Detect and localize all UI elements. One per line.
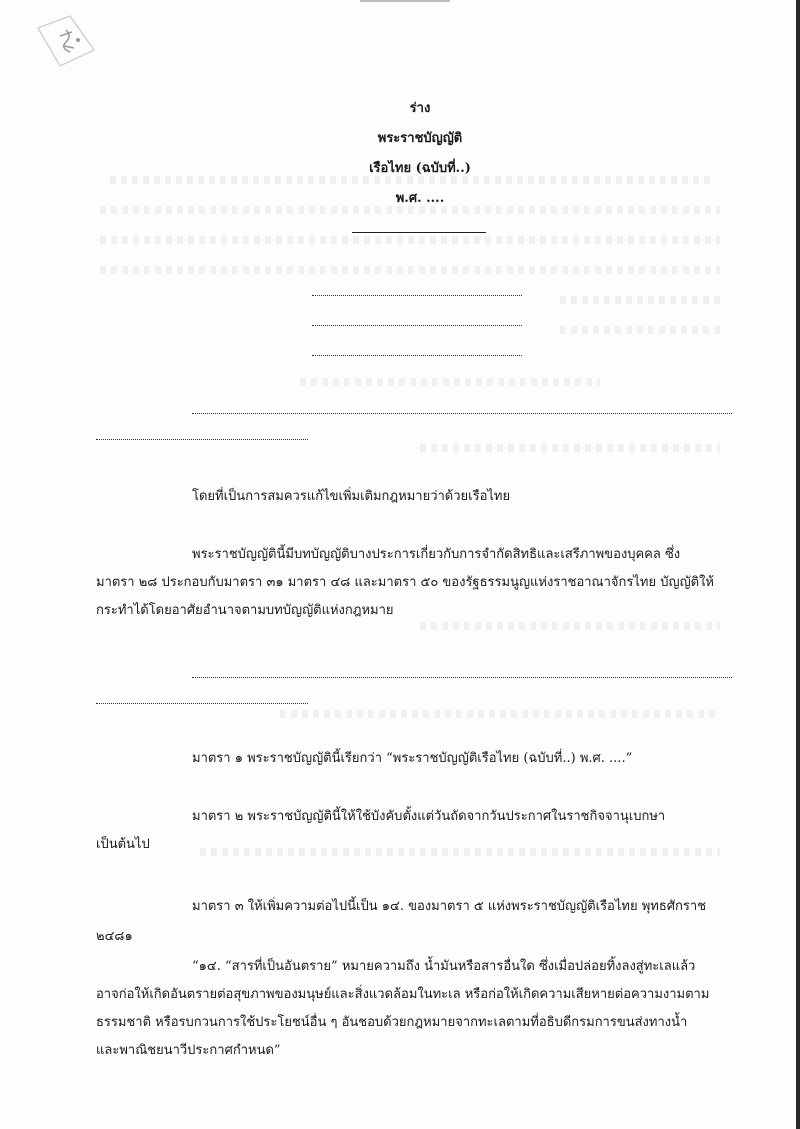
- act-title: พระราชบัญญัติ: [377, 131, 463, 146]
- section-2-line-2: เป็นต้นไป: [96, 837, 150, 852]
- placeholder-line: [96, 702, 308, 704]
- year-line: พ.ศ. ....: [395, 191, 445, 206]
- rights-clause-line-3: กระทำได้โดยอาศัยอำนาจตามบทบัญญัติแห่งกฎหมาย: [96, 603, 394, 618]
- bleed-through-text: [300, 378, 600, 386]
- rights-clause-line-1: พระราชบัญญัตินี้มีบทบัญญัติบางประการเกี่ยวกับการจำกัดสิทธิและเสรีภาพของบุคคล ซึ่ง: [192, 547, 681, 562]
- section-3-line-1: มาตรา ๓ ให้เพิ่มความต่อไปนี้เป็น ๑๔. ของมาตรา ๕ แห่งพระราชบัญญัติเรือไทย พุทธศักราช: [192, 899, 707, 914]
- placeholder-line: [192, 412, 732, 414]
- definition-line-4: และพาณิชยนาวีประกาศกำหนด”: [96, 1043, 281, 1058]
- scan-right-edge: [796, 0, 800, 1129]
- bleed-through-text: [560, 296, 720, 304]
- section-1: มาตรา ๑ พระราชบัญญัตินี้เรียกว่า “พระราชบัญญัติเรือไทย (ฉบับที่..) พ.ศ. ....”: [192, 751, 633, 766]
- bleed-through-text: [420, 622, 720, 630]
- definition-line-1: “๑๔. “สารที่เป็นอันตราย” หมายความถึง น้ำมันหรือสารอื่นใด ซึ่งเมื่อปล่อยทิ้งลงสู่ทะเลแล้ว: [192, 959, 696, 974]
- definition-line-3: ธรรมชาติ หรือรบกวนการใช้ประโยชน์อื่น ๆ อันชอบด้วยกฎหมายจากทะเลตามที่อธิบดีกรมการขนส่งทางน้ำ: [96, 1015, 688, 1030]
- placeholder-line: [312, 354, 522, 356]
- bleed-through-text: [100, 266, 720, 274]
- placeholder-line: [312, 324, 522, 326]
- bleed-through-text: [560, 326, 720, 334]
- rights-clause-line-2: มาตรา ๒๘ ประกอบกับมาตรา ๓๑ มาตรา ๔๘ และมาตรา ๕๐ ของรัฐธรรมนูญแห่งราชอาณาจักรไทย บัญญัติให้: [96, 575, 715, 590]
- placeholder-line: [96, 438, 308, 440]
- placeholder-line: [192, 676, 732, 678]
- title-underline: [352, 232, 486, 233]
- section-3-line-2: ๒๔๘๑: [96, 929, 133, 944]
- corner-seal-icon: [30, 10, 100, 70]
- placeholder-line: [312, 294, 522, 296]
- draft-label: ร่าง: [409, 101, 431, 116]
- definition-line-2: อาจก่อให้เกิดอันตรายต่อสุขภาพของมนุษย์และสิ่งแวดล้อมในทะเล หรือก่อให้เกิดความเสียหายต่อความงามตาม: [96, 987, 710, 1002]
- bleed-through-text: [420, 444, 720, 452]
- preamble: โดยที่เป็นการสมควรแก้ไขเพิ่มเติมกฎหมายว่าด้วยเรือไทย: [192, 489, 511, 504]
- bleed-through-text: [280, 710, 720, 718]
- bleed-through-text: [200, 848, 720, 856]
- section-2-line-1: มาตรา ๒ พระราชบัญญัตินี้ให้ใช้บังคับตั้งแต่วันถัดจากวันประกาศในราชกิจจานุเบกษา: [192, 809, 666, 824]
- act-name: เรือไทย (ฉบับที่..): [369, 161, 471, 176]
- scan-top-mark: [360, 0, 450, 2]
- bleed-through-text: [100, 236, 720, 244]
